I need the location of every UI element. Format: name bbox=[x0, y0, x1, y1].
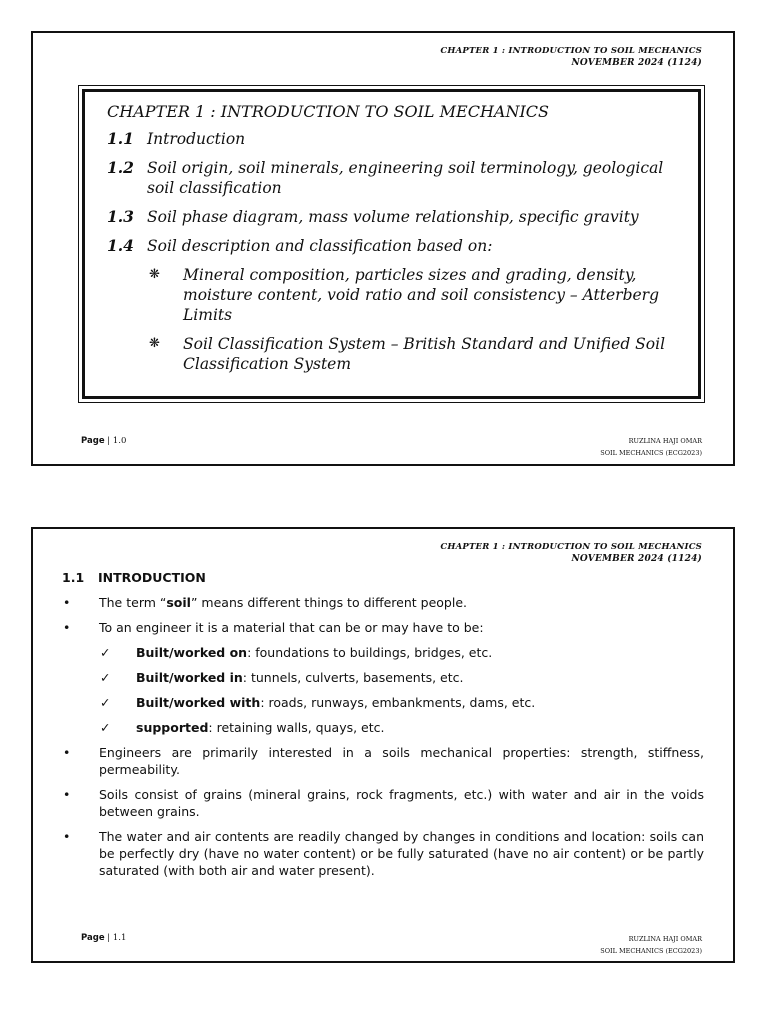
bullet-icon: • bbox=[63, 829, 71, 844]
bullet-item bbox=[62, 828, 704, 879]
check-item bbox=[98, 694, 704, 711]
check-text-bold: Built/worked in bbox=[136, 670, 243, 685]
check-text-rest: : tunnels, culverts, basements, etc. bbox=[242, 670, 464, 685]
bullet-text-part: The term “ bbox=[99, 595, 167, 610]
page-number-value: | 1.1 bbox=[107, 933, 127, 943]
check-text bbox=[136, 644, 492, 661]
introduction-section bbox=[62, 569, 704, 887]
bullet-item bbox=[62, 744, 704, 778]
chapter-outline bbox=[82, 89, 701, 399]
check-text bbox=[136, 669, 464, 686]
bullet-text-part: ” means different things to different people. bbox=[190, 595, 467, 610]
check-text-rest: : roads, runways, embankments, dams, etc. bbox=[260, 695, 536, 710]
bullet-icon: • bbox=[63, 745, 71, 760]
section-number: 1.1 bbox=[62, 570, 85, 585]
check-text-bold: Built/worked with bbox=[136, 695, 261, 710]
outline-item bbox=[107, 158, 680, 198]
outline-subitem-text: Mineral composition, particles sizes and grading, density, moisture content, void ratio and soil consistency – Atterberg Limits bbox=[183, 266, 659, 324]
outline-item-text: Introduction bbox=[147, 130, 246, 148]
page-header bbox=[440, 541, 702, 565]
bullet-text bbox=[99, 594, 704, 611]
outline-item-text: Soil origin, soil minerals, engineering soil terminology, geological soil classification bbox=[147, 159, 664, 197]
asterisk-bullet-icon: ❋ bbox=[149, 336, 160, 351]
section-title: INTRODUCTION bbox=[98, 570, 206, 585]
bullet-item bbox=[62, 619, 704, 636]
outline-item-text: Soil phase diagram, mass volume relationship, specific gravity bbox=[147, 208, 639, 226]
footer-course: SOIL MECHANICS (ECG2023) bbox=[600, 449, 702, 457]
header-date: NOVEMBER 2024 (1124) bbox=[571, 58, 702, 68]
bullet-text: Engineers are primarily interested in a soils mechanical properties: strength, stiffness, permeability. bbox=[99, 745, 704, 777]
bullet-item bbox=[62, 594, 704, 611]
footer-author: RUZLINA HAJI OMAR bbox=[628, 437, 702, 445]
check-text-bold: supported bbox=[136, 720, 209, 735]
page-label: Page bbox=[81, 933, 105, 943]
page-footer bbox=[600, 435, 702, 459]
outline-item bbox=[107, 129, 680, 149]
check-text bbox=[136, 694, 535, 711]
outline-subitem bbox=[147, 265, 680, 325]
checkmark-icon: ✓ bbox=[100, 645, 111, 660]
checkmark-icon: ✓ bbox=[100, 695, 111, 710]
section-heading bbox=[62, 569, 704, 586]
check-text-bold: Built/worked on bbox=[136, 645, 248, 660]
header-date: NOVEMBER 2024 (1124) bbox=[571, 554, 702, 564]
bullet-text: Soils consist of grains (mineral grains, rock fragments, etc.) with water and air in the voids between grains. bbox=[99, 787, 704, 819]
outline-item-number: 1.2 bbox=[107, 158, 134, 177]
outline-subitem-text: Soil Classification System – British Standard and Unified Soil Classification System bbox=[183, 335, 666, 373]
outline-subitem bbox=[147, 334, 680, 374]
check-text bbox=[136, 719, 385, 736]
check-item bbox=[98, 719, 704, 736]
header-chapter: CHAPTER 1 : INTRODUCTION TO SOIL MECHANICS bbox=[440, 46, 702, 56]
check-text-rest: : retaining walls, quays, etc. bbox=[208, 720, 385, 735]
slide-page-1 bbox=[31, 31, 735, 466]
outline-item-number: 1.3 bbox=[107, 207, 134, 226]
bullet-icon: • bbox=[63, 787, 71, 802]
page-number-value: | 1.0 bbox=[107, 436, 127, 446]
page-number bbox=[81, 933, 126, 943]
page-header bbox=[440, 45, 702, 69]
chapter-outline-box bbox=[78, 85, 705, 403]
header-chapter: CHAPTER 1 : INTRODUCTION TO SOIL MECHANICS bbox=[440, 542, 702, 552]
outline-item-number: 1.1 bbox=[107, 129, 134, 148]
checkmark-icon: ✓ bbox=[100, 670, 111, 685]
bullet-text: To an engineer it is a material that can be or may have to be: bbox=[99, 620, 484, 635]
check-text-rest: : foundations to buildings, bridges, etc. bbox=[247, 645, 493, 660]
page-footer bbox=[600, 933, 702, 957]
footer-course: SOIL MECHANICS (ECG2023) bbox=[600, 947, 702, 955]
page-number bbox=[81, 436, 126, 446]
bullet-icon: • bbox=[63, 595, 71, 610]
page-label: Page bbox=[81, 436, 105, 446]
bullet-text: The water and air contents are readily changed by changes in conditions and location: soils can be perfectly dry (have no water content) or be fully saturated (have no air content) or be partly saturated (with both air and water present). bbox=[99, 829, 704, 878]
outline-item bbox=[107, 236, 680, 256]
chapter-title: CHAPTER 1 : INTRODUCTION TO SOIL MECHANICS bbox=[107, 102, 549, 121]
check-item bbox=[98, 669, 704, 686]
asterisk-bullet-icon: ❋ bbox=[149, 267, 160, 282]
outline-item-number: 1.4 bbox=[107, 236, 134, 255]
outline-item-text: Soil description and classification based on: bbox=[147, 237, 493, 255]
slide-page-2 bbox=[31, 527, 735, 963]
checkmark-icon: ✓ bbox=[100, 720, 111, 735]
check-item bbox=[98, 644, 704, 661]
footer-author: RUZLINA HAJI OMAR bbox=[628, 935, 702, 943]
bullet-text-bold: soil bbox=[166, 595, 191, 610]
bullet-icon: • bbox=[63, 620, 71, 635]
outline-item bbox=[107, 207, 680, 227]
bullet-item bbox=[62, 786, 704, 820]
